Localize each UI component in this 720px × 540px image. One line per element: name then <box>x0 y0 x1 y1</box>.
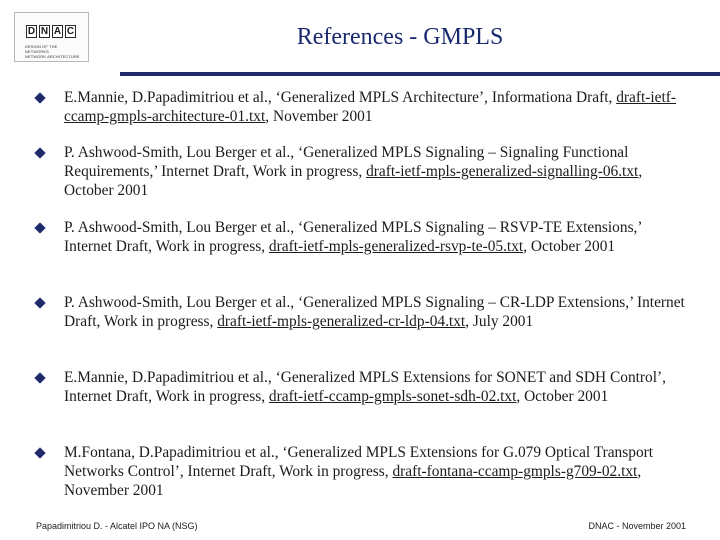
logo-letter-c: C <box>66 26 75 37</box>
reference-citation: P. Ashwood-Smith, Lou Berger et al., ‘Generalized MPLS Signaling – CR-LDP Extensions,’ Internet Draft, Work in progress, <box>64 294 685 330</box>
reference-date: , October 2001 <box>523 238 616 255</box>
diamond-bullet-icon <box>34 92 45 103</box>
reference-date: , October 2001 <box>64 163 643 199</box>
reference-date: , October 2001 <box>516 388 609 405</box>
reference-citation: E.Mannie, D.Papadimitriou et al., ‘Generalized MPLS Architecture’, Informationa Draft, <box>64 89 617 106</box>
reference-citation: P. Ashwood-Smith, Lou Berger et al., ‘Generalized MPLS Signaling – Signaling Functional Requirements,’ Internet Draft, Work in progress, <box>64 144 629 180</box>
diamond-bullet-icon <box>34 222 45 233</box>
diamond-bullet-icon <box>34 297 45 308</box>
diamond-bullet-icon <box>34 147 45 158</box>
reference-text <box>64 368 686 406</box>
reference-text <box>64 143 686 200</box>
logo-letter-n: N <box>40 26 49 37</box>
title-underline <box>120 72 720 76</box>
diamond-bullet-icon <box>34 372 45 383</box>
reference-text <box>64 293 686 331</box>
reference-link[interactable]: draft-ietf-mpls-generalized-cr-ldp-04.txt <box>217 313 466 330</box>
reference-text <box>64 218 686 256</box>
reference-link[interactable]: draft-ietf-mpls-generalized-signalling-06.txt <box>366 163 639 180</box>
logo-fine-print: DESIGN OF THE NETWORKS NETWORK ARCHITECTURE <box>25 44 80 59</box>
reference-citation: M.Fontana, D.Papadimitriou et al., ‘Generalized MPLS Extensions for G.079 Optical Transport Networks Control’, Internet Draft, Work in progress, <box>64 444 654 480</box>
reference-citation: E.Mannie, D.Papadimitriou et al., ‘Generalized MPLS Extensions for SONET and SDH Control’, Internet Draft, Work in progress, <box>64 369 666 405</box>
reference-link[interactable]: draft-ietf-mpls-generalized-rsvp-te-05.txt <box>268 238 524 255</box>
reference-text <box>64 88 686 126</box>
reference-date: , July 2001 <box>465 313 534 330</box>
reference-link[interactable]: draft-ietf-ccamp-gmpls-architecture-01.txt <box>64 89 676 125</box>
footer-author: Papadimitriou D. - Alcatel IPO NA (NSG) <box>36 521 198 531</box>
reference-citation: P. Ashwood-Smith, Lou Berger et al., ‘Generalized MPLS Signaling – RSVP-TE Extensions,’ Internet Draft, Work in progress, <box>64 219 642 255</box>
logo-letter-d: D <box>27 26 36 37</box>
reference-date: , November 2001 <box>265 108 373 125</box>
reference-link[interactable]: draft-fontana-ccamp-gmpls-g709-02.txt <box>392 463 638 480</box>
logo-letter-a: A <box>53 26 62 37</box>
page-title: References - GMPLS <box>296 24 504 50</box>
diamond-bullet-icon <box>34 447 45 458</box>
reference-link[interactable]: draft-ietf-ccamp-gmpls-sonet-sdh-02.txt <box>268 388 517 405</box>
reference-date: , November 2001 <box>64 463 642 499</box>
reference-text <box>64 443 686 500</box>
footer-date: DNAC - November 2001 <box>588 521 686 531</box>
